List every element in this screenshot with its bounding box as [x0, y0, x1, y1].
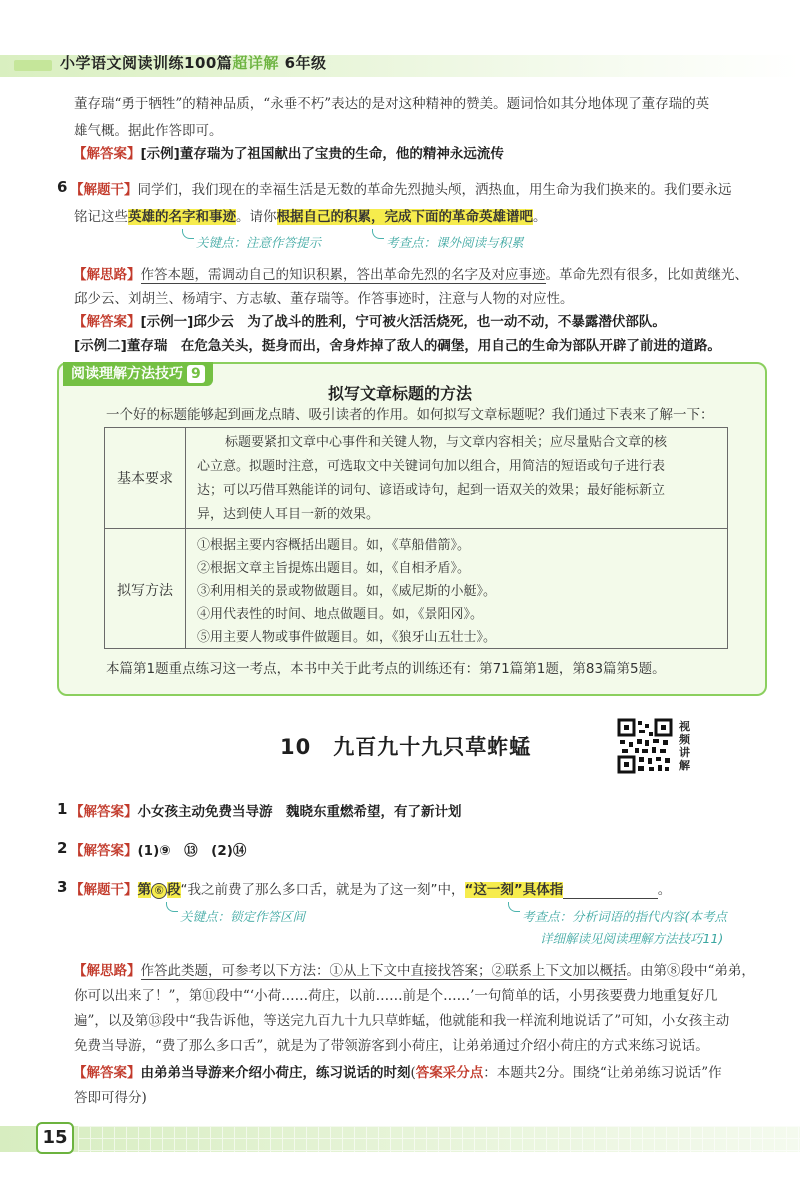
answer-tag: 【解答案】: [73, 146, 141, 162]
think-line: 免费当导游，“费了那么多口舌”，就是为了带领游客到小荷庄，让弟弟通过介绍小荷庄的方式来练习说话。: [74, 1038, 709, 1054]
table-cell-text: 标题要紧扣文章中心事件和关键人物，与文章内容相关；应尽量贴合文章的核: [225, 435, 668, 450]
question-line: [70, 880, 800, 900]
text-line: 雄气概。据此作答即可。: [74, 123, 223, 139]
answer-text: (1)⑨ ⑬ (2)⑭: [137, 843, 247, 859]
key-point-note: 关键点：注意作答提示: [196, 235, 322, 250]
method-footer: 本篇第1题重点练习这一考点，本书中关于此考点的训练还有：第71篇第1题，第83篇第5题。: [106, 661, 666, 677]
answer-text: [示例一]邱少云 为了战斗的胜利，宁可被火活活烧死，也一动不动，不暴露潜伏部队。: [140, 314, 666, 330]
answer-line: [73, 1063, 800, 1083]
exam-point-note: 考查点：课外阅读与积累: [386, 235, 524, 250]
score-text: (: [410, 1065, 416, 1081]
page-header-title: [60, 52, 327, 73]
question-number: 2: [57, 839, 68, 857]
question-text: 铭记这些: [74, 209, 128, 225]
question-line: [74, 207, 800, 227]
header-title-highlight: 超详解: [232, 54, 279, 72]
note-pointer: [182, 229, 194, 239]
text-line: 董存瑞“勇于牺牲”的精神品质，“永垂不朽”表达的是对这种精神的赞美。题词恰如其分地体现了董存瑞的英: [74, 96, 710, 112]
think-text: 作答本题，需调动自己的知识积累，答出革命先烈的名字及对应事迹: [140, 267, 546, 283]
question-tag: 【解题干】: [70, 182, 138, 198]
highlight-text: 根据自己的积累，完成下面的革命英雄谱吧: [276, 209, 533, 225]
answer-line: [70, 802, 800, 822]
question-number: 1: [57, 800, 68, 818]
think-text: 。由第⑧段中“弟弟，: [626, 963, 755, 979]
answer-line: [70, 841, 800, 861]
think-line: [73, 265, 800, 285]
exam-point-note: 考查点：分析词语的指代内容(本考点: [522, 909, 727, 924]
method-intro: 一个好的标题能够起到画龙点睛、吸引读者的作用。如何拟写文章标题呢？我们通过下表来了解一下：: [106, 407, 714, 423]
qr-code-icon[interactable]: [617, 718, 673, 774]
score-tag: 答案采分点: [415, 1065, 484, 1081]
highlight-text: 第: [137, 882, 151, 898]
method-tab-label: 阅读理解方法技巧: [71, 366, 183, 382]
answer-tag: 【解答案】: [70, 804, 138, 820]
page-number: 15: [36, 1122, 74, 1154]
answer-blank: [563, 882, 658, 899]
think-tag: 【解思路】: [73, 267, 141, 283]
question-text: 。请你: [236, 209, 277, 225]
method-table: [104, 427, 728, 649]
method-title: 拟写文章标题的方法: [327, 384, 472, 403]
think-line: 邱少云、刘胡兰、杨靖宇、方志敏、董存瑞等。作答事迹时，注意与人物的对应性。: [74, 291, 574, 307]
highlight-text: 英雄的名字和事迹: [128, 209, 236, 225]
footer-grid: [78, 1126, 800, 1152]
paragraph-number: ⑥: [151, 883, 167, 899]
think-line: 遍”，以及第⑬段中“我告诉他，等送完九百九十九只草蚱蜢，他就能和我一样流利地说话了”可知，小女孩主动: [74, 1013, 730, 1029]
note-pointer: [508, 902, 520, 912]
highlight-text: 段: [167, 882, 181, 898]
answer-line: [73, 144, 800, 164]
method-tab-number: 9: [187, 365, 205, 383]
key-point-note: 关键点：锁定作答区间: [180, 909, 306, 924]
table-row-label: 拟写方法: [117, 583, 173, 599]
question-tag: 【解题干】: [70, 882, 138, 898]
table-cell-text: 达；可以巧借耳熟能详的词句、谚语或诗句，起到一语双关的效果；最好能标新立: [197, 483, 666, 498]
answer-tag: 【解答案】: [73, 1065, 141, 1081]
question-text: 。: [657, 882, 672, 898]
header-title-main: 小学语文阅读训练100篇: [60, 54, 233, 72]
answer-text: 由弟弟当导游来介绍小荷庄，练习说话的时刻: [140, 1065, 411, 1081]
think-text: 。革命先烈有很多，比如黄继光、: [545, 267, 748, 283]
header-accent: [14, 60, 52, 71]
section-title: 10 九百九十九只草蚱蜢: [280, 735, 532, 759]
table-row-label: 基本要求: [117, 471, 173, 487]
answer-tag: 【解答案】: [70, 843, 138, 859]
answer-line: [73, 312, 800, 332]
score-line: 答即可得分): [74, 1090, 147, 1106]
answer-text: 小女孩主动免费当导游 魏晓东重燃希望，有了新计划: [137, 804, 462, 820]
think-line: 你可以出来了！”，第⑪段中“‘小荷……荷庄，以前……前是个……’一句简单的话，小男孩要费力地重复好几: [74, 988, 718, 1004]
table-divider-h: [105, 528, 727, 529]
question-number: 6: [57, 178, 68, 196]
note-pointer: [166, 902, 178, 912]
table-cell-text: 心立意。拟题时注意，可选取文中关键词句加以组合，用简洁的短语或句子进行表: [197, 459, 666, 474]
answer-text: [示例二]董存瑞 在危急关头，挺身而出，舍身炸掉了敌人的碉堡，用自己的生命为部队开辟了前进的道路。: [74, 338, 721, 354]
think-tag: 【解思路】: [73, 963, 141, 979]
table-cell-text: ③利用相关的景或物做题目。如，《威尼斯的小艇》。: [197, 584, 497, 599]
exam-point-note: 详细解读见阅读理解方法技巧11): [540, 931, 724, 946]
answer-line: [74, 336, 800, 356]
header-grade: 6年级: [284, 54, 327, 72]
question-text: “我之前费了那么多口舌，就是为了这一刻”中，: [180, 882, 465, 898]
table-cell-text: ②根据文章主旨提炼出题目。如，《自相矛盾》。: [197, 561, 471, 576]
table-cell-text: ④用代表性的时间、地点做题目。如，《景阳冈》。: [197, 607, 484, 622]
note-pointer: [372, 229, 384, 239]
highlight-text: “这一刻”具体指: [464, 882, 564, 898]
video-explain-label: 视频讲解: [679, 720, 690, 772]
think-line: [73, 961, 800, 981]
question-text: 同学们，我们现在的幸福生活是无数的革命先烈抛头颅，洒热血，用生命为我们换来的。我们要永远: [137, 182, 732, 198]
answer-text: [示例]董存瑞为了祖国献出了宝贵的生命，他的精神永远流传: [140, 146, 504, 162]
question-number: 3: [57, 878, 68, 896]
think-text: 作答此类题，可参考以下方法：①从上下文中直接找答案；②联系上下文加以概括: [140, 963, 627, 979]
question-text: 。: [533, 209, 547, 225]
table-cell-text: ⑤用主要人物或事件做题目。如，《狼牙山五壮士》。: [197, 630, 497, 645]
table-cell-text: 异，达到使人耳目一新的效果。: [197, 507, 380, 522]
table-divider-v: [185, 428, 186, 648]
answer-tag: 【解答案】: [73, 314, 141, 330]
score-text: ：本题共2分。围绕“让弟弟练习说话”作: [483, 1065, 722, 1081]
question-line: [70, 180, 800, 200]
table-cell-text: ①根据主要内容概括出题目。如，《草船借箭》。: [197, 538, 471, 553]
